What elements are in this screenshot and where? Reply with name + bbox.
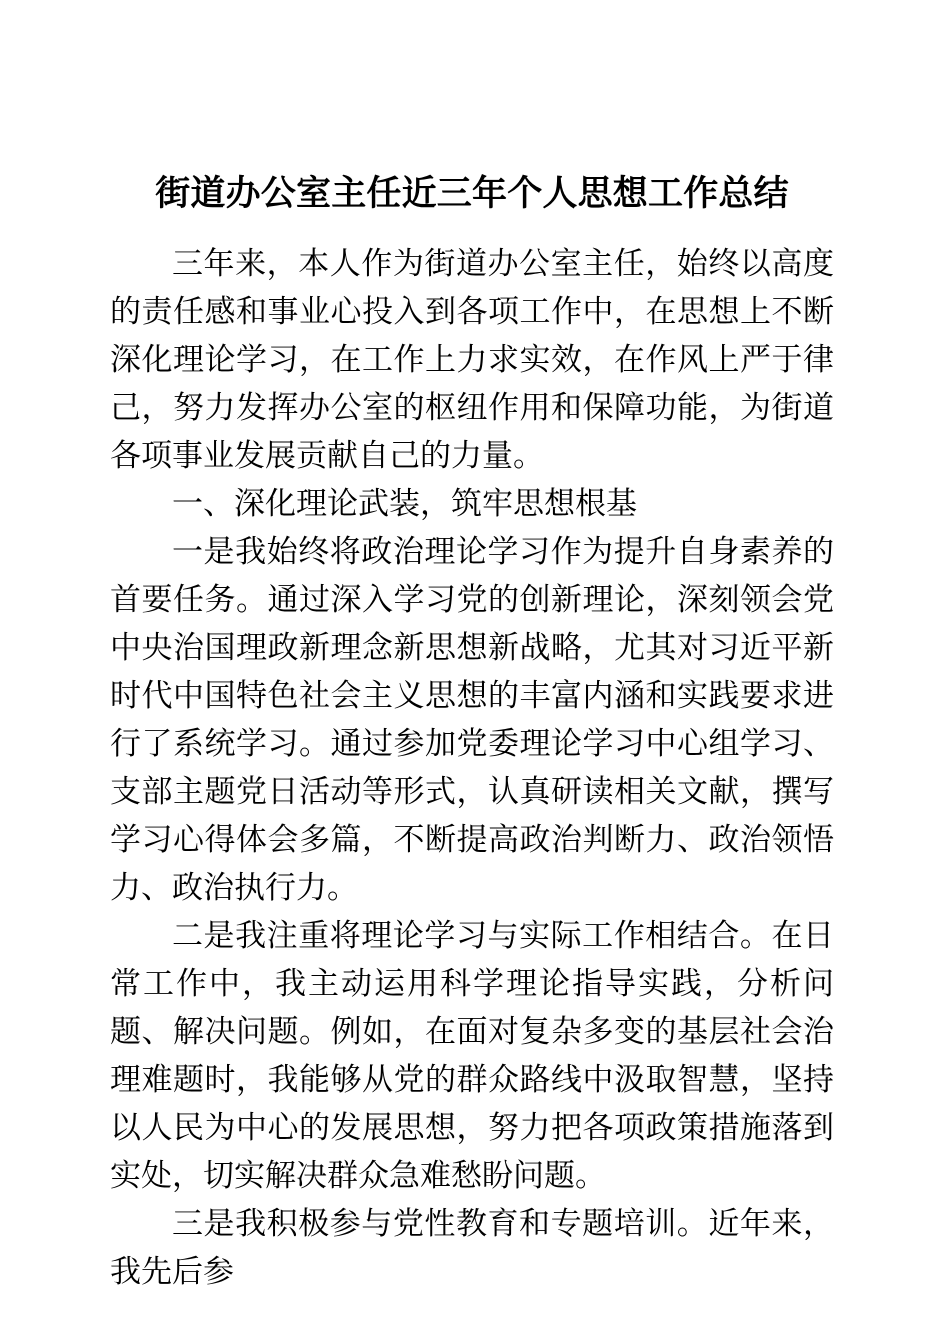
paragraph-point-3: 三是我积极参与党性教育和专题培训。近年来，我先后参 [110, 1206, 834, 1289]
paragraph-point-2: 二是我注重将理论学习与实际工作相结合。在日常工作中，我主动运用科学理论指导实践，分析问题、解决问题。例如，在面对复杂多变的基层社会治理难题时，我能够从党的群众路线中汲取智慧，坚持以人民为中心的发展思想，努力把各项政策措施落到实处，切实解决群众急难愁盼问题。 [110, 918, 834, 1193]
page-title: 街道办公室主任近三年个人思想工作总结 [155, 174, 789, 213]
document-body [110, 170, 834, 1296]
paragraph-intro: 三年来，本人作为街道办公室主任，始终以高度的责任感和事业心投入到各项工作中，在思想上不断深化理论学习，在工作上力求实效，在作风上严于律己，努力发挥办公室的枢纽作用和保障功能，为街道各项事业发展贡献自己的力量。 [110, 246, 834, 473]
paragraph-point-1: 一是我始终将政治理论学习作为提升自身素养的首要任务。通过深入学习党的创新理论，深刻领会党中央治国理政新理念新思想新战略，尤其对习近平新时代中国特色社会主义思想的丰富内涵和实践要求进行了系统学习。通过参加党委理论学习中心组学习、支部主题党日活动等形式，认真研读相关文献，撰写学习心得体会多篇，不断提高政治判断力、政治领悟力、政治执行力。 [110, 534, 834, 905]
section-heading-1: 一、深化理论武装，筑牢思想根基 [172, 486, 637, 521]
